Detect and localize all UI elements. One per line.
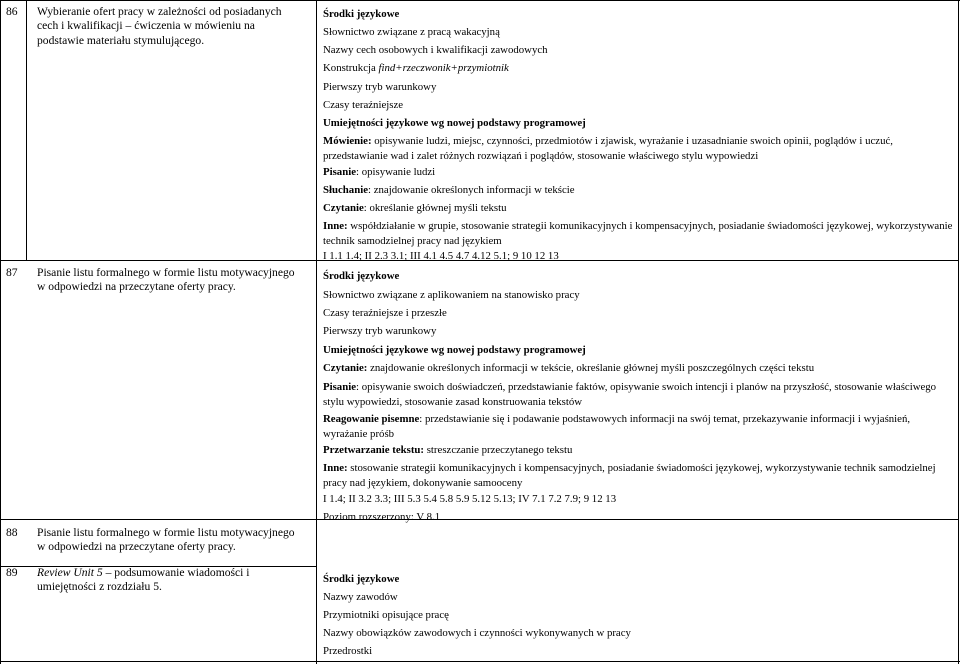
block2-react	[323, 412, 953, 441]
construction-formula: find+rzeczwonik+przymiotnik	[378, 62, 509, 74]
lesson-title: Wybieranie ofert pracy w zależności od posiadanych cech i kwalifikacji – ćwiczenia w mówieniu na podstawie materiału stymulującego.	[37, 5, 282, 47]
block1-heading: Środki językowe	[323, 8, 400, 20]
block2-processing	[323, 442, 572, 459]
block1-skills-heading: Umiejętności językowe wg nowej podstawy programowej	[323, 117, 586, 129]
reading-text: znajdowanie określonych informacji w tekście, określanie głównej myśli poszczególnych części tekstu	[367, 362, 815, 374]
block1-construction	[323, 60, 509, 77]
block3-line: Nazwy zawodów	[323, 591, 398, 603]
table-col-divider-1	[26, 0, 27, 260]
block1-other	[323, 219, 953, 248]
lesson-title-rest: – podsumowanie wiadomości i umiejętności z rozdziału 5.	[37, 566, 250, 594]
block2-other	[323, 461, 953, 490]
reading-label: Czytanie	[323, 202, 364, 214]
block2-reading	[323, 360, 814, 377]
lesson-number: 88	[6, 526, 18, 539]
block1-line: Czasy teraźniejsze	[323, 99, 404, 111]
block2-line: Czasy teraźniejsze i przeszłe	[323, 307, 447, 319]
writing-text: : opisywanie swoich doświadczeń, przedstawianie faktów, opisywanie swoich intencji i planów na przyszłość, stosowanie właściwego stylu wypowiedzi, stosowanie zasad konstruowania tekstów	[323, 381, 937, 408]
block1-line: Słownictwo związane z pracą wakacyjną	[323, 26, 500, 38]
reading-label: Czytanie:	[323, 362, 368, 374]
block2-writing	[323, 380, 953, 409]
listening-text: : znajdowanie określonych informacji w tekście	[368, 184, 575, 196]
table-row-divider-2	[0, 519, 316, 520]
block1-speaking	[323, 134, 953, 163]
react-text: : przedstawianie się i podawanie podstawowych informacji na swój temat, przekazywanie informacji i wyjaśnień, wyrażanie próśb	[323, 413, 911, 440]
block1-writing	[323, 164, 435, 181]
table-col-divider-main	[316, 0, 317, 664]
lesson-title: Pisanie listu formalnego w formie listu motywacyjnego w odpowiedzi na przeczytane oferty pracy.	[37, 266, 295, 294]
block1-line: Pierwszy tryb warunkowy	[323, 81, 437, 93]
block2-refs: I 1.4; II 3.2 3.3; III 5.3 5.4 5.8 5.9 5.12 5.13; IV 7.1 7.2 7.9; 9 12 13	[323, 493, 617, 505]
lesson-number: 87	[6, 266, 18, 279]
construction-prefix: Konstrukcja	[323, 62, 379, 74]
block1-refs: I 1.1 1.4; II 2.3 3.1; III 4.1 4.5 4.7 4.12 5.1; 9 10 12 13	[323, 250, 559, 262]
table-border-right	[958, 0, 959, 664]
block2-skills-heading: Umiejętności językowe wg nowej podstawy programowej	[323, 344, 586, 356]
block2-heading: Środki językowe	[323, 270, 400, 282]
block3-line: Przymiotniki opisujące pracę	[323, 609, 449, 621]
block2-line: Pierwszy tryb warunkowy	[323, 325, 437, 337]
block3-heading: Środki językowe	[323, 573, 400, 585]
processing-text: streszczanie przeczytanego tekstu	[424, 444, 573, 456]
writing-text: : opisywanie ludzi	[356, 166, 436, 178]
block2-line: Słownictwo związane z aplikowaniem na stanowisko pracy	[323, 289, 580, 301]
react-label: Reagowanie pisemne	[323, 413, 420, 425]
listening-label: Słuchanie	[323, 184, 369, 196]
writing-label: Pisanie	[323, 166, 356, 178]
reading-text: : określanie głównej myśli tekstu	[363, 202, 507, 214]
speaking-label: Mówienie:	[323, 135, 372, 147]
block1-reading	[323, 200, 507, 217]
lesson-number: 86	[6, 5, 18, 18]
other-label: Inne:	[323, 220, 348, 232]
other-text: stosowanie strategii komunikacyjnych i kompensacyjnych, posiadanie świadomości językowej, wykorzystywanie technik samodzielnej pracy nad językiem, dokonywanie samooceny	[323, 462, 936, 489]
block1-listening	[323, 182, 575, 199]
lesson-title	[37, 566, 295, 595]
lesson-number: 89	[6, 566, 18, 579]
speaking-text: opisywanie ludzi, miejsc, czynności, przedmiotów i zjawisk, wyrażanie i uzasadnianie swoich opinii, poglądów i uczuć, przedstawianie wad i zalet różnych rozwiązań i poglądów, stosowanie właściwego stylu wypowiedzi	[323, 135, 893, 162]
lesson-title-italic: Review Unit 5	[37, 566, 103, 579]
writing-label: Pisanie	[323, 381, 356, 393]
other-text: współdziałanie w grupie, stosowanie strategii komunikacyjnych i kompensacyjnych, posiadanie świadomości językowej, wykorzystywanie technik samodzielnej pracy nad językiem	[323, 220, 953, 247]
lesson-title: Pisanie listu formalnego w formie listu motywacyjnego w odpowiedzi na przeczytane oferty pracy.	[37, 526, 295, 554]
other-label: Inne:	[323, 462, 348, 474]
table-border-bottom	[0, 661, 960, 662]
block1-line: Nazwy cech osobowych i kwalifikacji zawodowych	[323, 44, 548, 56]
table-border-top	[0, 0, 960, 1]
block3-line: Przedrostki	[323, 645, 373, 657]
table-border-left	[0, 0, 1, 664]
block2-extended: Poziom rozszerzony: V 8.1	[323, 511, 441, 523]
table-row-divider-1	[0, 260, 316, 261]
block3-line: Nazwy obowiązków zawodowych i czynności wykonywanych w pracy	[323, 627, 631, 639]
processing-label: Przetwarzanie tekstu:	[323, 444, 425, 456]
